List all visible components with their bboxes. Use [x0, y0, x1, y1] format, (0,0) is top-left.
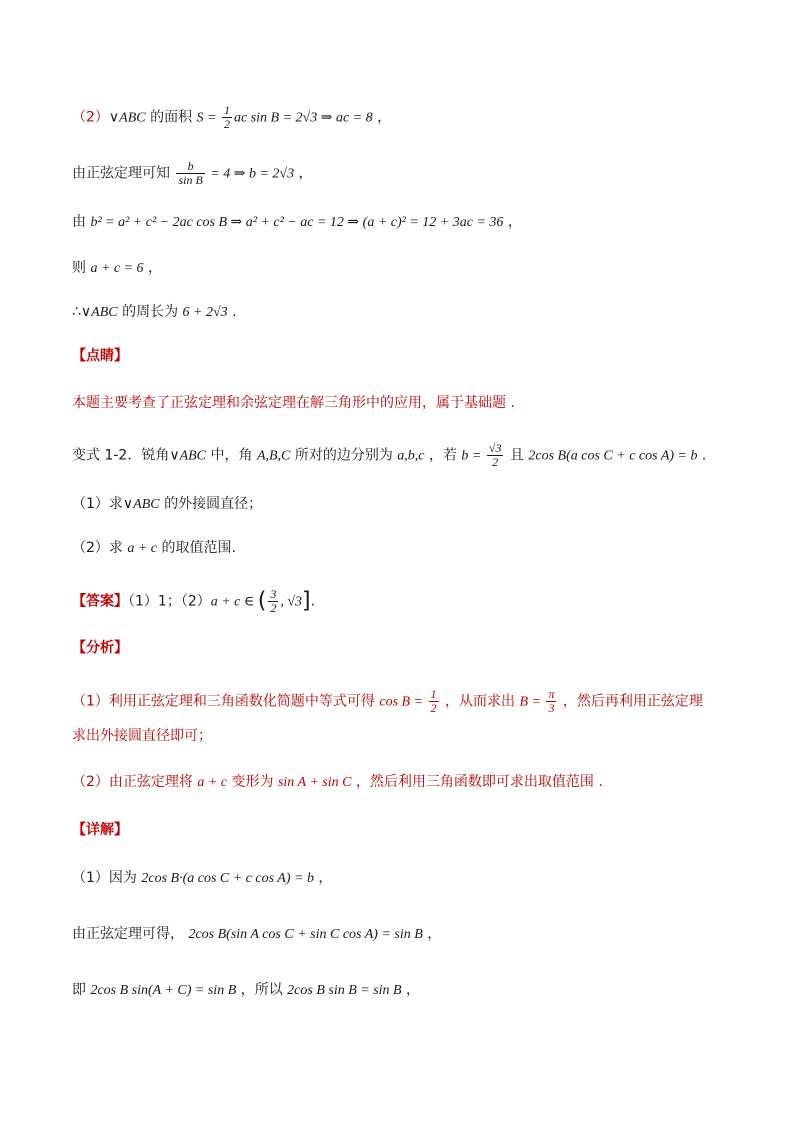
solution-line-1: （2）∨ABC 的面积 S = $\frac{1}{2}$ ac sin B = 2√3 ⇒ ac = 8 ，: [72, 103, 392, 131]
answer-tag: 【答案】: [72, 593, 128, 610]
analysis-line-2: （2）由正弦定理将 a + c 变形为 sin A + sin C ，然后利用三角函数即可求出取值范围 .: [72, 774, 603, 790]
question-part-1: （1）求∨ABC 的外接圆直径；: [72, 496, 263, 512]
analysis-line-1-cont: 求出外接圆直径即可；: [72, 728, 212, 744]
section-heading-xiangjie: 【详解】: [72, 822, 128, 838]
answer-line: 【答案】（1）1；（2）a + c ∈ ( $\frac{3}{2}$ , √3].: [72, 587, 316, 615]
fraction-one-half: $\frac{1}{2}$: [223, 103, 230, 131]
solution-line-5: ∴∨ABC 的周长为 6 + 2√3 .: [72, 304, 237, 320]
fraction-one-half-cos: $\frac{1}{2}$: [430, 687, 437, 715]
variant-question: 变式 1-2．锐角∨ABC 中，角 A,B,C 所对的边分别为 a,b,c ，若 b = $\frac{√3}{2}$ 且 2cos B(a cos C + c cos A) = b .: [72, 441, 707, 469]
fraction-b-over-sinB: $\frac{b}{\text{sin B}}$: [178, 159, 203, 187]
fraction-pi-over-3: $\frac{\pi}{3}$: [548, 687, 555, 715]
question-part-2: （2）求 a + c 的取值范围.: [72, 540, 236, 556]
solution-line-2: 由正弦定理可知 $\frac{b}{\text{sin B}}$ = 4 ⇒ b = 2√3 ，: [72, 159, 313, 187]
fraction-sqrt3-over-2: $\frac{√3}{2}$: [488, 441, 502, 469]
fraction-three-halves: $\frac{3}{2}$: [270, 587, 277, 615]
detail-line-2: 由正弦定理可得， 2cos B(sin A cos C + sin C cos A) = sin B ，: [72, 926, 442, 942]
dianjing-text: 本题主要考查了正弦定理和余弦定理在解三角形中的应用，属于基础题 .: [72, 395, 515, 411]
section-heading-fenxi: 【分析】: [72, 640, 128, 656]
detail-line-3: 即 2cos B sin(A + C) = sin B ，所以 2cos B sin B = sin B ，: [72, 982, 421, 998]
solution-line-3: 由 b² = a² + c² − 2ac cos B ⇒ a² + c² − ac = 12 ⇒ (a + c)² = 12 + 3ac = 36 ，: [72, 214, 522, 230]
section-heading-dianjing: 【点睛】: [72, 348, 128, 364]
solution-line-4: 则 a + c = 6 ，: [72, 260, 163, 276]
detail-line-1: （1）因为 2cos B·(a cos C + c cos A) = b ，: [72, 870, 333, 886]
analysis-line-1: （1）利用正弦定理和三角函数化简题中等式可得 cos B = $\frac{1}{2}$ ，从而求出 B = $\frac{\pi}{3}$ ，然后再利用正弦定理: [72, 687, 703, 715]
